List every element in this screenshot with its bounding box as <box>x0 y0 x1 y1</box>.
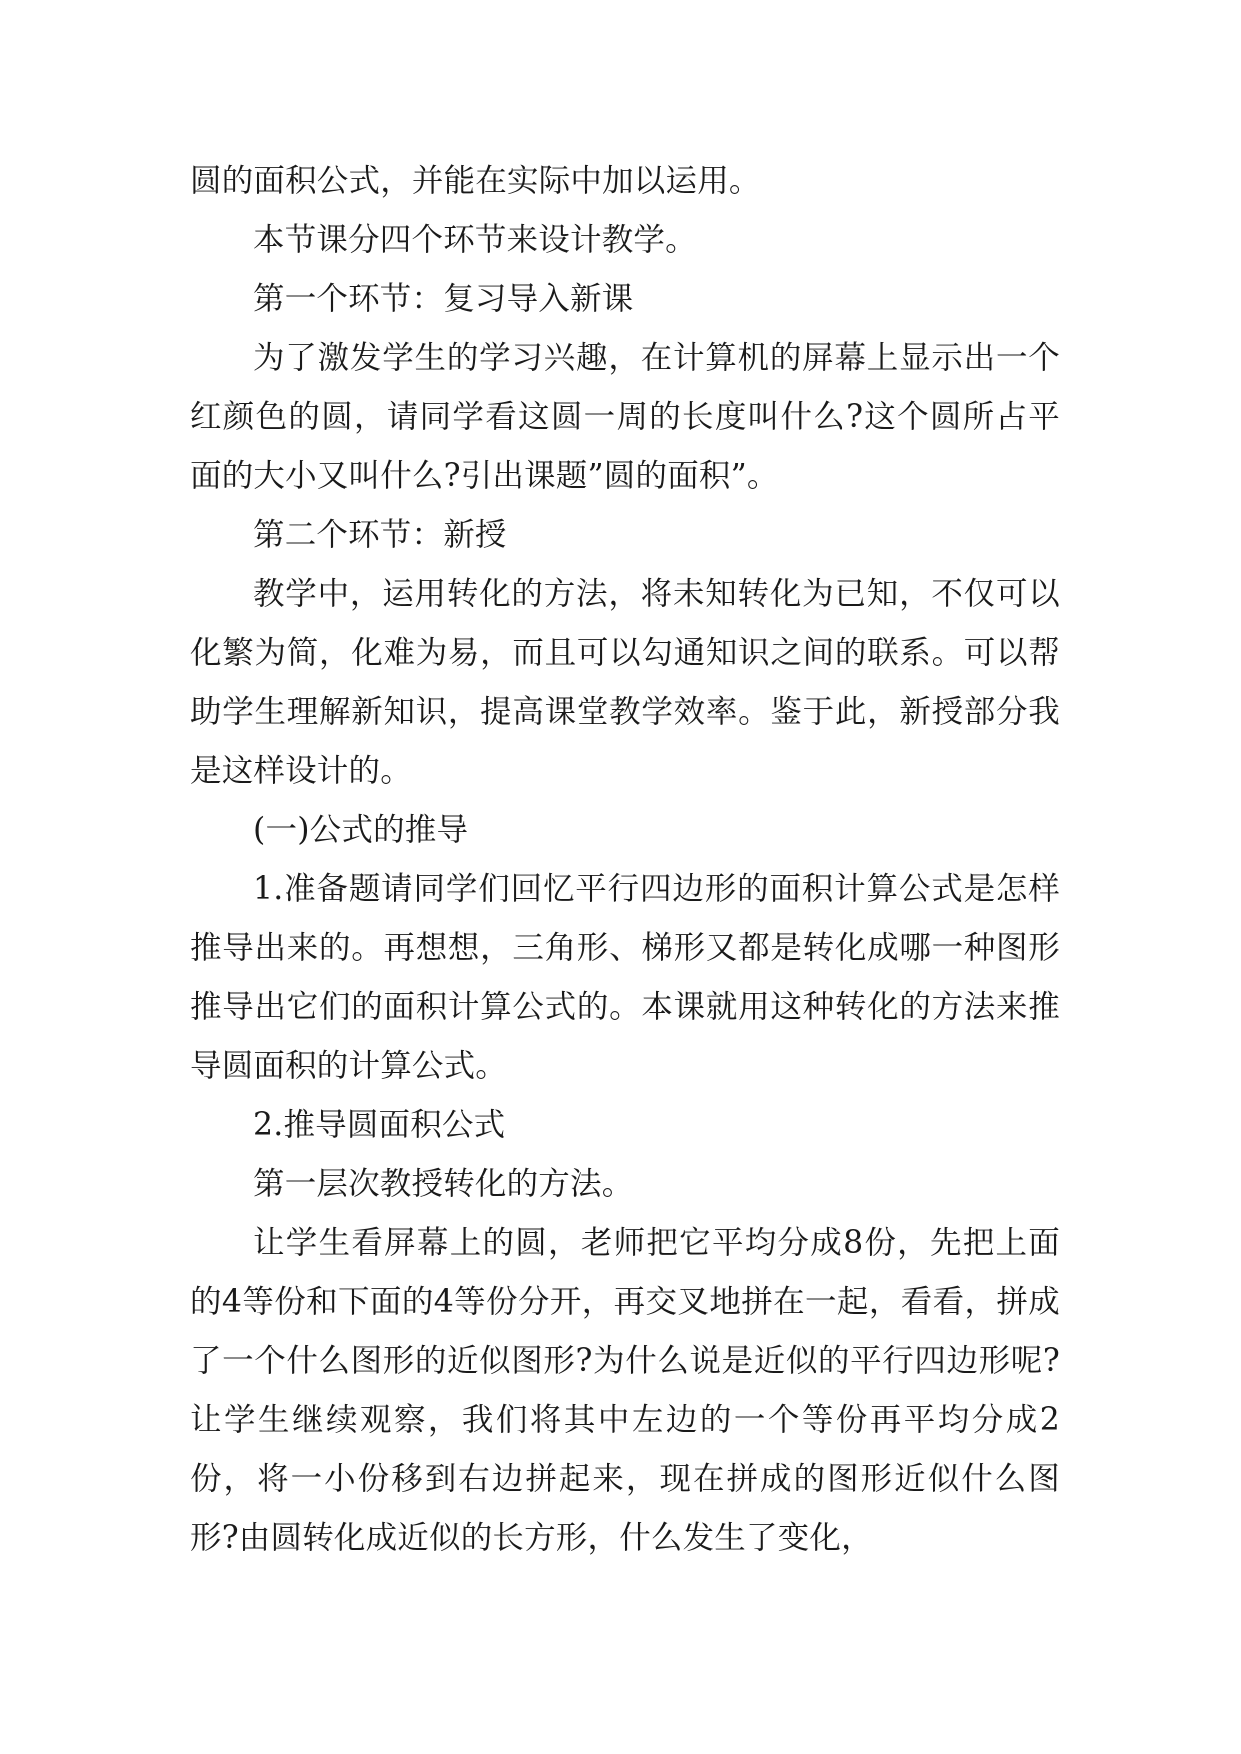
subheading-formula-derivation: (一)公式的推导 <box>253 812 469 848</box>
paragraph-step-one: 为了激发学生的学习兴趣，在计算机的屏幕上显示出一个红颜色的圆，请同学看这圆一周的长度叫什么?这个圆所占平面的大小又叫什么?引出课题”圆的面积”。 <box>190 340 1060 494</box>
paragraph-step-two: 教学中，运用转化的方法，将未知转化为已知，不仅可以化繁为简，化难为易，而且可以勾通知识之间的联系。可以帮助学生理解新知识，提高课堂教学效率。鉴于此，新授部分我是这样设计的。 <box>190 576 1060 789</box>
paragraph-overview: 本节课分四个环节来设计教学。 <box>253 222 697 258</box>
section-heading-step-one: 第一个环节：复习导入新课 <box>253 281 634 317</box>
paragraph-preparation: 1.准备题请同学们回忆平行四边形的面积计算公式是怎样推导出来的。再想想，三角形、梯形又都是转化成哪一种图形推导出它们的面积计算公式的。本课就用这种转化的方法来推导圆面积的计算公式。 <box>190 871 1060 1084</box>
section-heading-step-two: 第二个环节：新授 <box>253 517 507 553</box>
paragraph-continuation: 圆的面积公式，并能在实际中加以运用。 <box>190 163 761 199</box>
subheading-level-one: 第一层次教授转化的方法。 <box>253 1166 634 1202</box>
body-text <box>190 152 1060 1568</box>
subheading-derive-area: 2.推导圆面积公式 <box>253 1107 506 1143</box>
paragraph-level-one: 让学生看屏幕上的圆，老师把它平均分成8份，先把上面的4等份和下面的4等份分开，再交叉地拼在一起，看看，拼成了一个什么图形的近似图形?为什么说是近似的平行四边形呢?让学生继续观察，我们将其中左边的一个等份再平均分成2份，将一小份移到右边拼起来，现在拼成的图形近似什么图形?由圆转化成近似的长方形，什么发生了变化， <box>190 1225 1060 1556</box>
